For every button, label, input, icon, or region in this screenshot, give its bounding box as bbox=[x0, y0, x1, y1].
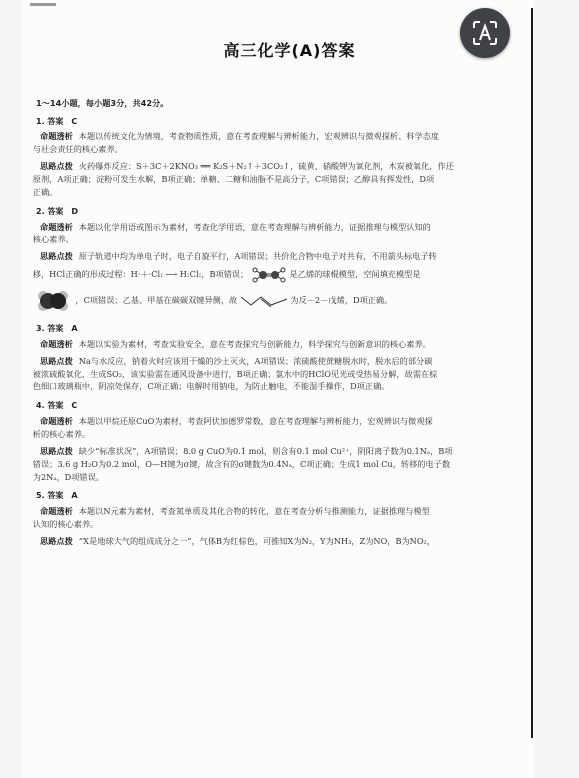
corner-mark bbox=[30, 3, 56, 6]
question-5-approach bbox=[36, 536, 521, 549]
text-line: “X是地球大气的组成成分之一”，气体B为红棕色，可推知X为N₂，Y为NH₃，Z为NO，B为NO₂， bbox=[78, 535, 436, 546]
question-1-approach bbox=[32, 161, 521, 200]
text-line: 缺少“标准状况”，A项错误；8.0 g CuO为0.1 mol，则含有0.1 mol Cu²⁺，阴阳离子数为0.1Nₐ，B项 bbox=[78, 445, 453, 456]
text-scan-icon bbox=[472, 20, 498, 46]
page-edge-rule bbox=[531, 8, 533, 738]
text-line: 火药爆炸反应：S＋3C＋2KNO₃ ══ K₂S＋N₂↑＋3CO₂↑，硫黄、硝酸钾为氧化剂，木炭被氧化，作还 bbox=[78, 161, 454, 172]
question-3-approach bbox=[32, 355, 521, 395]
page-title: 高三化学(A)答案 bbox=[223, 41, 356, 60]
text-line: 核心素养。 bbox=[32, 234, 74, 245]
question-1-analysis bbox=[32, 131, 521, 157]
approach-label: 思路点拨 bbox=[40, 251, 73, 262]
question-1-answer: 1. 答案 C bbox=[36, 116, 78, 126]
text-line bbox=[33, 285, 521, 316]
text-line: 与社会责任的核心素养。 bbox=[32, 144, 123, 155]
question-5-answer: 5. 答案 A bbox=[36, 491, 78, 501]
analysis-label: 命题透析 bbox=[40, 338, 73, 349]
analysis-label: 命题透析 bbox=[40, 221, 73, 232]
text-fragment: 是乙烯的球棍模型，空间填充模型是 bbox=[289, 269, 421, 280]
analysis-label: 命题透析 bbox=[40, 506, 73, 516]
text-line: 本题以实验为素材，考查实验安全，意在考查探究与创新能力，科学探究与创新意识的核心素养。 bbox=[78, 338, 431, 349]
intro-line: 1～14小题，每小题3分，共42分。 bbox=[36, 98, 169, 108]
question-5-analysis bbox=[32, 506, 521, 532]
text-line: Na与水反应，钠着火时应该用干燥的沙土灭火，A项错误；浓硫酸使蔗糖脱水时，脱水后的部分碳 bbox=[78, 355, 433, 366]
analysis-label: 命题透析 bbox=[40, 415, 73, 426]
space-filling-model bbox=[33, 286, 73, 316]
text-line: 色细口玻璃瓶中，阴凉处保存，C项正确；电解时用钠电，为防止触电，不能湿手操作，D项正确。 bbox=[32, 381, 390, 392]
approach-label: 思路点拨 bbox=[40, 355, 73, 366]
text-line: 被浓硫酸氧化，生成SO₂，该实验需在通风设备中进行，B项正确；氯水中的HClO见光或受热易分解，故需在棕 bbox=[32, 368, 438, 379]
question-4-analysis bbox=[32, 415, 521, 442]
text-line bbox=[33, 264, 521, 284]
question-3-analysis bbox=[36, 339, 521, 352]
question-2-answer: 2. 答案 D bbox=[36, 206, 79, 216]
text-line: 为2Nₐ，D项错误。 bbox=[32, 471, 104, 482]
text-line: 本题以化学用语或图示为素材，考查化学用语，意在考查理解与辨析能力，证据推理与模型认知的 bbox=[78, 221, 431, 232]
approach-label: 思路点拨 bbox=[40, 535, 73, 546]
question-4-answer: 4. 答案 C bbox=[36, 401, 78, 411]
text-fragment: 移，HCl正确的形成过程：H·＋·Cl: ⟶ H:Cl:，B项错误； bbox=[32, 269, 249, 280]
text-fragment: 为反－2－戊烯，D项正确。 bbox=[290, 295, 393, 306]
pentene-skeletal-formula bbox=[240, 295, 288, 307]
question-2-approach bbox=[32, 251, 521, 317]
text-line: 认知的核心素养。 bbox=[32, 518, 99, 529]
text-line: 本题以传统文化为情境，考查物质性质，意在考查理解与辨析能力，宏观辨识与微观探析、科学态度 bbox=[78, 131, 440, 142]
lens-search-button[interactable] bbox=[460, 8, 510, 58]
text-line: 析的核心素养。 bbox=[32, 428, 91, 439]
text-line: 本题以N元素为素材，考查氮单质及其化合物的转化，意在考查分析与推测能力，证据推理与模型 bbox=[78, 506, 430, 516]
approach-label: 思路点拨 bbox=[40, 161, 73, 172]
text-line: 正确。 bbox=[32, 187, 58, 198]
text-line: 原子轨道中均为单电子时，电子自旋平行，A项错误；共价化合物中电子对共有，不用箭头标电子转 bbox=[78, 251, 437, 262]
question-2-analysis bbox=[32, 221, 521, 248]
text-line: 本题以甲烷还原CuO为素材，考查阿伏加德罗常数，意在考查理解与辨析能力，宏观辨识与微观探 bbox=[78, 415, 433, 426]
analysis-label: 命题透析 bbox=[40, 131, 73, 142]
text-line: 原剂，A项正确；淀粉可发生水解，B项正确；单糖、二糖和油脂不是高分子，C项错误；乙醇具有挥发性，D项 bbox=[32, 174, 435, 185]
answer-content bbox=[32, 98, 521, 549]
question-3-answer: 3. 答案 A bbox=[36, 324, 78, 334]
text-fragment: ，C项错误；乙基、甲基在碳碳双键异侧，故 bbox=[75, 295, 238, 306]
approach-label: 思路点拨 bbox=[40, 445, 73, 456]
question-4-approach bbox=[32, 445, 521, 485]
text-line: 错误；3.6 g H₂O为0.2 mol，O—H键为σ键，故含有的σ键数为0.4Nₐ，C项正确；生成1 mol Cu，转移的电子数 bbox=[32, 458, 451, 469]
ethylene-ball-stick-model bbox=[251, 267, 287, 283]
